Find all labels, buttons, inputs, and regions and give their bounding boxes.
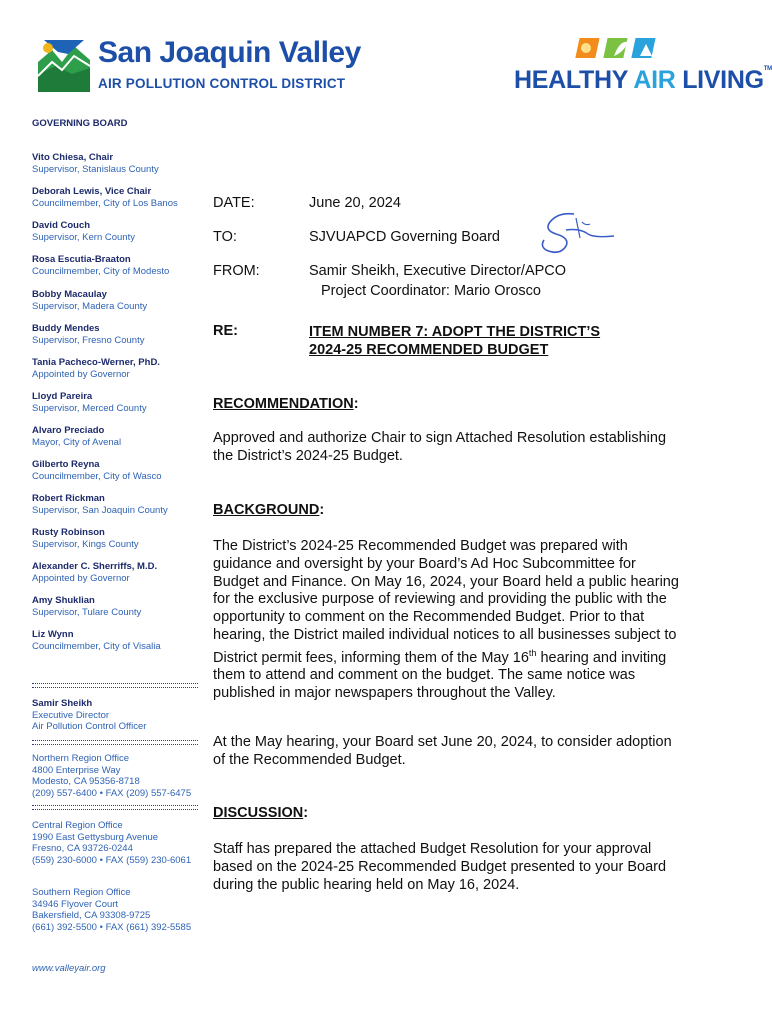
board-member: Vito Chiesa, Chair Supervisor, Stanislaus County	[32, 152, 159, 175]
district-logo	[38, 36, 361, 98]
re-subject: ITEM NUMBER 7: ADOPT THE DISTRICT’S 2024-25 RECOMMENDED BUDGET	[309, 324, 601, 358]
board-member: Lloyd Pareira Supervisor, Merced County	[32, 391, 147, 414]
board-member: Robert Rickman Supervisor, San Joaquin County	[32, 493, 168, 516]
governing-board-title: GOVERNING BOARD	[32, 118, 128, 129]
discussion-heading: DISCUSSION:	[213, 805, 309, 821]
central-office: Central Region Office 1990 East Gettysburg Avenue Fresno, CA 93726-0244 (559) 230-6000 • FAX (559) 230-6061	[32, 820, 192, 866]
divider	[32, 805, 198, 810]
leaf-sun-icon	[574, 36, 666, 62]
board-member: Tania Pacheco-Werner, PhD. Appointed by Governor	[32, 357, 160, 380]
background-heading: BACKGROUND:	[213, 502, 325, 518]
date-label: DATE:	[213, 195, 255, 211]
board-member: Rosa Escutia-Braaton Councilmember, City of Modesto	[32, 254, 170, 277]
board-member: Deborah Lewis, Vice Chair Councilmember, City of Los Banos	[32, 186, 178, 209]
to-value: SJVUAPCD Governing Board	[309, 229, 500, 245]
divider	[32, 683, 198, 688]
board-member: Alexander C. Sherriffs, M.D. Appointed by Governor	[32, 561, 158, 584]
recommendation-heading: RECOMMENDATION:	[213, 396, 359, 412]
executive-director-block: Samir Sheikh Executive Director Air Pollution Control Officer	[32, 698, 147, 732]
from-value: Samir Sheikh, Executive Director/APCO	[309, 263, 567, 279]
board-member: David Couch Supervisor, Kern County	[32, 220, 135, 243]
board-member: Rusty Robinson Supervisor, Kings County	[32, 527, 139, 550]
org-name: San Joaquin Valley	[98, 36, 361, 69]
recommendation-text: Approved and authorize Chair to sign Attached Resolution establishing the District’s 2024-25 Budget.	[213, 430, 667, 464]
org-subtitle: AIR POLLUTION CONTROL DISTRICT	[98, 76, 346, 91]
board-member: Amy Shuklian Supervisor, Tulare County	[32, 595, 142, 618]
healthy-air-living-wordmark: HEALTHY AIR LIVING™	[514, 66, 772, 94]
mountain-logo-icon	[38, 40, 90, 92]
board-member: Buddy Mendes Supervisor, Fresno County	[32, 323, 145, 346]
background-paragraph-2: At the May hearing, your Board set June 20, 2024, to consider adoption of the Recommended Budget.	[213, 734, 672, 768]
re-label: RE:	[213, 323, 238, 339]
board-member: Liz Wynn Councilmember, City of Visalia	[32, 629, 161, 652]
project-coordinator: Project Coordinator: Mario Orosco	[321, 283, 541, 299]
board-member: Gilberto Reyna Councilmember, City of Wasco	[32, 459, 162, 482]
board-member: Alvaro Preciado Mayor, City of Avenal	[32, 425, 122, 448]
to-label: TO:	[213, 229, 237, 245]
website-link[interactable]: www.valleyair.org	[32, 963, 106, 974]
divider	[32, 740, 198, 745]
board-member: Bobby Macaulay Supervisor, Madera County	[32, 289, 148, 312]
date-value: June 20, 2024	[309, 195, 401, 211]
signature-icon	[536, 208, 620, 258]
from-label: FROM:	[213, 263, 260, 279]
northern-office: Northern Region Office 4800 Enterprise Way Modesto, CA 95356-8718 (209) 557-6400 • FAX (209) 557-6475	[32, 753, 192, 799]
background-paragraph-1: The District’s 2024-25 Recommended Budget was prepared with guidance and oversight by your Board’s Ad Hoc Subcommittee for Budget and Finance. On May 16, 2024, your Board held a public hearing for the exclusive purpose of reviewing and providing the public with the opportunity to comment on the Recommended Budget. Prior to that hearing, the District mailed individual notices to all businesses subject to District permit fees, informing them of the May 16th hearing and inviting them to attend and comment on the budget. The same notice was published in major newspapers throughout the Valley.	[213, 538, 679, 702]
healthy-air-living-logo	[512, 36, 772, 98]
discussion-text: Staff has prepared the attached Budget Resolution for your approval based on the 2024-25 Recommended Budget presented to your Board during the public hearing held on May 16, 2024.	[213, 841, 667, 893]
southern-office: Southern Region Office 34946 Flyover Court Bakersfield, CA 93308-9725 (661) 392-5500 • FAX (661) 392-5585	[32, 887, 192, 933]
